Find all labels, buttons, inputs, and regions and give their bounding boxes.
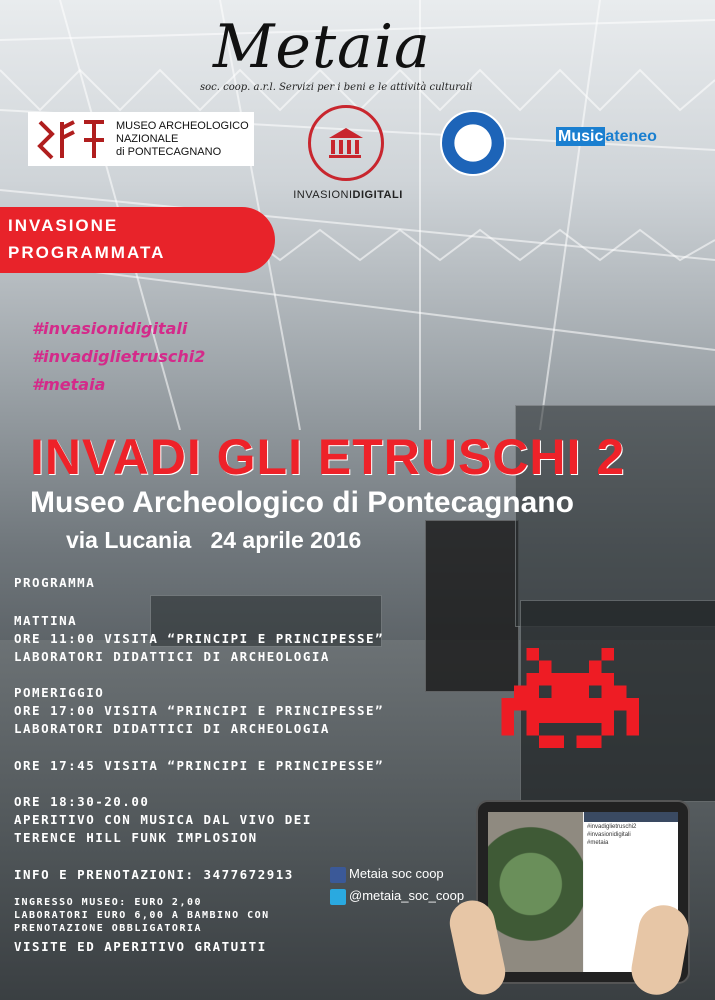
event-address: via Lucania xyxy=(66,527,192,553)
invasione-programmata-banner xyxy=(0,207,275,273)
program-heading: PROGRAMMA xyxy=(14,575,96,590)
tweet-text: #invadiglietruschi2 xyxy=(587,824,637,830)
twitter-label: @metaia_soc_coop xyxy=(349,888,465,903)
space-invader-icon xyxy=(500,648,640,748)
banner-line: PROGRAMMATA xyxy=(8,243,166,262)
price-line: PRENOTAZIONE OBBLIGATORIA xyxy=(14,923,203,934)
info-contact: INFO E PRENOTAZIONI: 3477672913 xyxy=(14,867,294,882)
invasioni-logo-text: INVASIONI xyxy=(293,189,353,201)
hashtag: #invasionidigitali xyxy=(32,319,188,338)
program-line: ORE 17:45 VISITA “PRINCIPI E PRINCIPESSE” xyxy=(14,758,385,773)
program-line: ORE 18:30-20.00 xyxy=(14,794,150,809)
museo-logo-line: MUSEO ARCHEOLOGICO xyxy=(116,120,249,132)
hashtag: #invadiglietruschi2 xyxy=(32,347,206,366)
program-label-morning: MATTINA xyxy=(14,613,78,628)
musicateneo-logo xyxy=(556,128,657,146)
museo-logo xyxy=(28,112,254,166)
museo-logo-line: NAZIONALE xyxy=(116,133,179,145)
tweet-text: #invasionidigitali xyxy=(587,832,631,838)
hashtag-list xyxy=(32,315,205,399)
program-line: APERITIVO CON MUSICA DAL VIVO DEI xyxy=(14,812,312,827)
program-line: LABORATORI DIDATTICI DI ARCHEOLOGIA xyxy=(14,649,330,664)
bronze-mask-image xyxy=(488,812,583,972)
temple-icon xyxy=(311,108,381,178)
program-line: ORE 11:00 VISITA “PRINCIPI E PRINCIPESSE” xyxy=(14,631,385,646)
free-entry-note: VISITE ED APERITIVO GRATUITI xyxy=(14,939,267,954)
price-line: INGRESSO MUSEO: EURO 2,00 xyxy=(14,897,203,908)
facebook-label: Metaia soc coop xyxy=(349,866,444,881)
music-logo-text: Music xyxy=(558,128,604,145)
soprintendenza-seal-icon xyxy=(440,110,506,176)
event-date: 24 aprile 2016 xyxy=(210,527,362,553)
twitter-link[interactable] xyxy=(330,888,464,905)
banner-line: INVASIONE xyxy=(8,216,119,235)
metaia-tagline: soc. coop. a.r.l. Servizi per i beni e le attività culturali xyxy=(200,82,473,93)
invasioni-circle-icon xyxy=(308,105,384,181)
event-venue: Museo Archeologico di Pontecagnano xyxy=(30,486,574,519)
program-line: LABORATORI DIDATTICI DI ARCHEOLOGIA xyxy=(14,721,330,736)
etruscan-letters-icon xyxy=(34,118,110,160)
ateneo-logo-text: ateneo xyxy=(605,128,657,145)
app-toolbar xyxy=(584,812,678,822)
digitali-logo-text: DIGITALI xyxy=(352,189,403,201)
price-line: LABORATORI EURO 6,00 A BAMBINO CON xyxy=(14,910,270,921)
metaia-logo xyxy=(185,12,515,102)
invasioni-digitali-logo xyxy=(268,105,428,205)
twitter-icon xyxy=(330,889,346,905)
museo-logo-line: di PONTECAGNANO xyxy=(116,146,222,158)
program-line: ORE 17:00 VISITA “PRINCIPI E PRINCIPESSE” xyxy=(14,703,385,718)
program-label-afternoon: POMERIGGIO xyxy=(14,685,105,700)
event-title: INVADI GLI ETRUSCHI 2 xyxy=(30,429,626,485)
facebook-icon xyxy=(330,867,346,883)
hashtag: #metaia xyxy=(32,375,106,394)
tweet-text: #metaia xyxy=(587,840,609,846)
facebook-link[interactable] xyxy=(330,866,444,883)
event-dateline xyxy=(66,527,361,554)
program-line: TERENCE HILL FUNK IMPLOSION xyxy=(14,830,258,845)
metaia-wordmark: Metaia xyxy=(213,12,431,82)
